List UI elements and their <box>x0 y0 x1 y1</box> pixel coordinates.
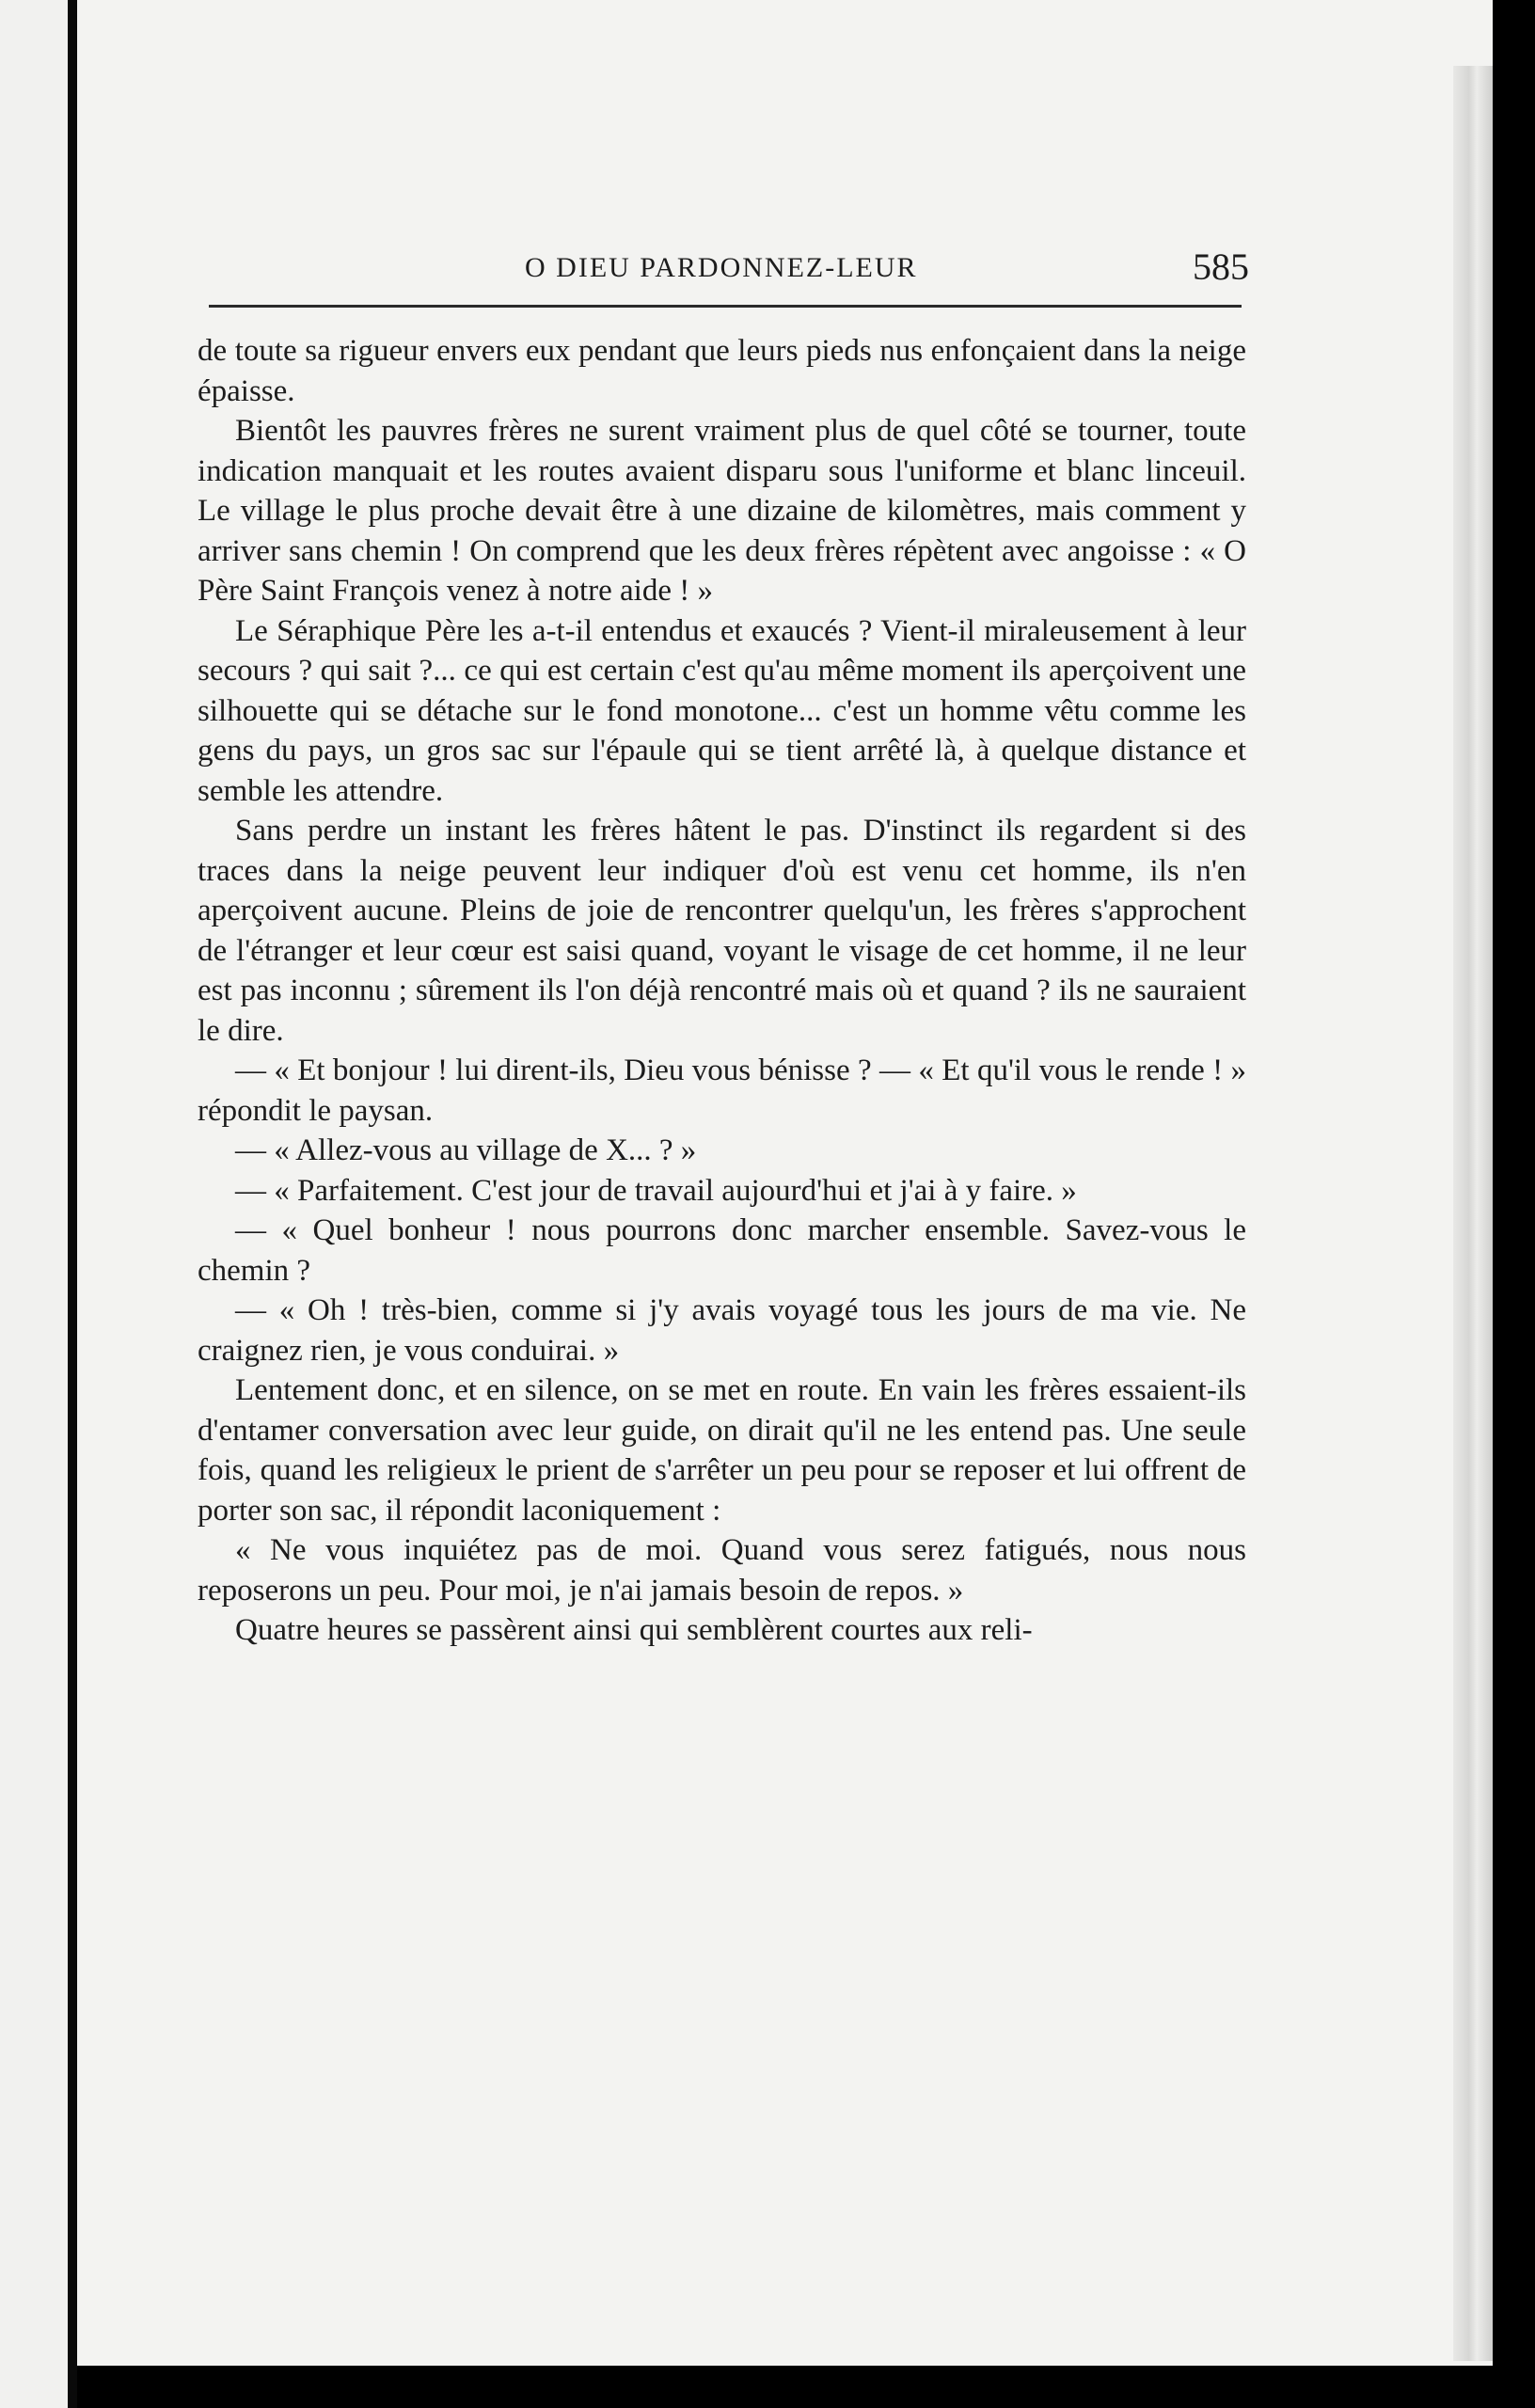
header-rule <box>209 305 1242 308</box>
paragraph: Lentement donc, et en silence, on se met en route. En vain les frères essaient-ils d'entamer conversation avec leur guide, on dirait qu'il ne les entend pas. Une seule fois, quand les religieux le prient de s'arrêter un peu pour se reposer et lui offrent de porter son sac, il répondit laconiquement : <box>198 1373 1246 1528</box>
running-header <box>207 246 1249 290</box>
facing-page-edge <box>0 0 68 2408</box>
dialogue-line: — « Parfaitement. C'est jour de travail aujourd'hui et j'ai à y faire. » <box>235 1173 1077 1208</box>
book-gutter <box>68 0 77 2408</box>
dialogue-line: — « Oh ! très-bien, comme si j'y avais voyagé tous les jours de ma vie. Ne craignez rien, je vous conduirai. » <box>198 1293 1246 1368</box>
paragraph: Bientôt les pauvres frères ne surent vraiment plus de quel côté se tourner, toute indication manquait et les routes avaient disparu sous l'uniforme et blanc linceuil. Le village le plus proche devait être à une dizaine de kilomètres, mais comment y arriver sans chemin ! On comprend que les deux frères répètent avec angoisse : « O Père Saint François venez à notre aide ! » <box>198 414 1246 608</box>
paragraph: Le Séraphique Père les a-t-il entendus et exaucés ? Vient-il miraleusement à leur secours ? qui sait ?... ce qui est certain c'est qu'au même moment ils aperçoivent une silhouette qui se détache sur le fond monotone... c'est un homme vêtu comme les gens du pays, un gros sac sur l'épaule qui se tient arrêté là, à quelque distance et semble les attendre. <box>198 613 1246 808</box>
paragraph: de toute sa rigueur envers eux pendant que leurs pieds nus enfonçaient dans la neige épaisse. <box>198 334 1246 408</box>
paragraph: Quatre heures se passèrent ainsi qui semblèrent courtes aux reli- <box>235 1613 1033 1647</box>
dialogue-line: — « Quel bonheur ! nous pourrons donc marcher ensemble. Savez-vous le chemin ? <box>198 1213 1246 1288</box>
dialogue-line: — « Et bonjour ! lui dirent-ils, Dieu vous bénisse ? — « Et qu'il vous le rende ! » répondit le paysan. <box>198 1054 1246 1128</box>
paragraph: Sans perdre un instant les frères hâtent le pas. D'instinct ils regardent si des traces dans la neige peuvent leur indiquer d'où est venu cet homme, ils n'en aperçoivent aucune. Pleins de joie de rencontrer quelqu'un, les frères s'approchent de l'étranger et leur cœur est saisi quand, voyant le visage de cet homme, il ne leur est pas inconnu ; sûrement ils l'on déjà rencontré mais où et quand ? ils ne sauraient le dire. <box>198 814 1246 1048</box>
page-number: 585 <box>1193 246 1249 288</box>
dialogue-line: « Ne vous inquiétez pas de moi. Quand vous serez fatigués, nous nous reposerons un peu. Pour moi, je n'ai jamais besoin de repos. » <box>198 1533 1246 1608</box>
dialogue-line: — « Allez-vous au village de X... ? » <box>235 1133 697 1167</box>
running-title: O DIEU PARDONNEZ-LEUR <box>525 252 918 283</box>
page-edge-shadow <box>1453 66 1493 2361</box>
body-text <box>198 331 1246 1651</box>
